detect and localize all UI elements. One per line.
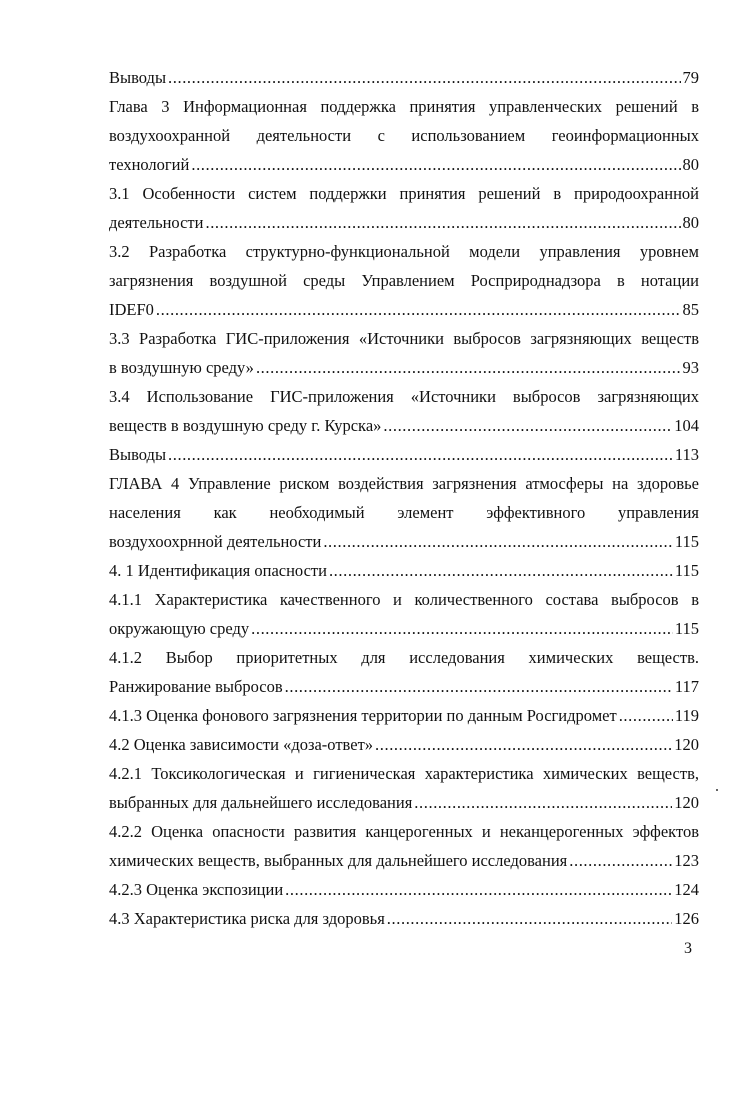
toc-entry-page: 104 — [674, 416, 699, 435]
toc-entry-line: загрязнения воздушной среды Управлением Росприроднадзора в нотации — [109, 271, 699, 290]
toc-entry-line: 3.3 Разработка ГИС-приложения «Источники выбросов загрязняющих веществ — [109, 329, 699, 348]
toc-entry-title: 4.3 Характеристика риска для здоровья — [109, 909, 385, 928]
dot-leader — [383, 411, 672, 440]
dot-leader — [569, 846, 672, 875]
toc-entry-title: 4.2 Оценка зависимости «доза-ответ» — [109, 735, 374, 754]
toc-entry-last-line — [109, 788, 699, 817]
toc-entry-lines — [109, 382, 699, 411]
toc-entry-page: 117 — [674, 677, 699, 696]
toc-entry-last-line — [109, 208, 699, 237]
dot-leader — [251, 614, 673, 643]
toc-entry-title: 4.1.3 Оценка фонового загрязнения территории по данным Росгидромет — [109, 706, 617, 725]
toc-entry-last-line — [109, 904, 699, 933]
toc-entry — [109, 585, 699, 643]
toc-entry-line: 4.1.2 Выбор приоритетных для исследования химических веществ. — [109, 648, 699, 667]
toc-entry-last-line — [109, 440, 699, 469]
toc-entry-page: 85 — [682, 300, 699, 319]
dot-leader — [191, 150, 680, 179]
dot-leader — [256, 353, 681, 382]
toc-entry — [109, 875, 699, 904]
toc-entry-lines — [109, 585, 699, 614]
toc-entry-line: 3.2 Разработка структурно-функциональной модели управления уровнем — [109, 242, 699, 261]
dot-leader — [168, 63, 680, 92]
dot-leader — [375, 730, 672, 759]
toc-entry — [109, 179, 699, 237]
toc-entry-title: в воздушную среду» — [109, 358, 254, 377]
dot-leader — [168, 440, 673, 469]
page-number: 3 — [684, 940, 692, 957]
toc-entry-line: 3.4 Использование ГИС-приложения «Источники выбросов загрязняющих — [109, 387, 699, 406]
toc-entry-lines — [109, 237, 699, 295]
toc-entry — [109, 817, 699, 875]
toc-entry-last-line — [109, 411, 699, 440]
toc-entry-last-line — [109, 353, 699, 382]
toc-entry-last-line — [109, 672, 699, 701]
toc-entry-title: 4.2.3 Оценка экспозиции — [109, 880, 284, 899]
table-of-contents — [109, 63, 699, 933]
toc-entry-page: 126 — [674, 909, 699, 928]
toc-entry-page: 80 — [682, 155, 699, 174]
toc-entry-title: 4. 1 Идентификация опасности — [109, 561, 327, 580]
toc-entry — [109, 324, 699, 382]
toc-entry — [109, 701, 699, 730]
toc-entry — [109, 63, 699, 92]
toc-entry-page: 123 — [674, 851, 699, 870]
toc-entry-title: веществ в воздушную среду г. Курска» — [109, 416, 382, 435]
toc-entry — [109, 440, 699, 469]
toc-entry-page: 93 — [682, 358, 699, 377]
toc-entry-last-line — [109, 63, 699, 92]
toc-entry-line: населения как необходимый элемент эффективного управления — [109, 503, 699, 522]
toc-entry — [109, 730, 699, 759]
toc-entry-last-line — [109, 701, 699, 730]
toc-entry — [109, 759, 699, 817]
toc-entry-line: ГЛАВА 4 Управление риском воздействия загрязнения атмосферы на здоровье — [109, 474, 699, 493]
toc-entry-last-line — [109, 556, 699, 585]
toc-entry-title: химических веществ, выбранных для дальнейшего исследования — [109, 851, 568, 870]
toc-entry-page: 79 — [682, 68, 699, 87]
toc-entry-title: IDEF0 — [109, 300, 154, 319]
toc-entry-line: 4.1.1 Характеристика качественного и количественного состава выбросов в — [109, 590, 699, 609]
toc-entry-line: воздухоохранной деятельности с использованием геоинформационных — [109, 126, 699, 145]
dot-leader — [619, 701, 673, 730]
toc-entry-last-line — [109, 150, 699, 179]
dot-leader — [387, 904, 672, 933]
dot-leader — [156, 295, 681, 324]
toc-entry-page: 120 — [674, 735, 699, 754]
toc-entry — [109, 382, 699, 440]
toc-entry-lines — [109, 179, 699, 208]
toc-entry — [109, 469, 699, 556]
toc-entry-title: окружающую среду — [109, 619, 250, 638]
toc-entry — [109, 643, 699, 701]
toc-entry-last-line — [109, 730, 699, 759]
toc-entry-title: Выводы — [109, 68, 167, 87]
toc-entry-line: Глава 3 Информационная поддержка принятия управленческих решений в — [109, 97, 699, 116]
toc-entry-last-line — [109, 527, 699, 556]
toc-entry-title: технологий — [109, 155, 190, 174]
scan-speck — [716, 789, 718, 791]
toc-entry-title: воздухоохрнной деятельности — [109, 532, 322, 551]
toc-entry-title: Выводы — [109, 445, 167, 464]
toc-entry — [109, 92, 699, 179]
dot-leader — [414, 788, 672, 817]
toc-entry-line: 4.2.2 Оценка опасности развития канцерогенных и неканцерогенных эффектов — [109, 822, 699, 841]
toc-entry-title: Ранжирование выбросов — [109, 677, 283, 696]
toc-entry-page: 119 — [674, 706, 699, 725]
toc-entry-lines — [109, 324, 699, 353]
toc-entry-lines — [109, 469, 699, 527]
toc-entry-page: 115 — [674, 561, 699, 580]
toc-entry-lines — [109, 817, 699, 846]
toc-entry-page: 115 — [674, 619, 699, 638]
toc-entry — [109, 904, 699, 933]
toc-entry-line: 3.1 Особенности систем поддержки принятия решений в природоохранной — [109, 184, 699, 203]
toc-entry-lines — [109, 92, 699, 150]
toc-entry-last-line — [109, 295, 699, 324]
toc-entry-page: 80 — [682, 213, 699, 232]
dot-leader — [205, 208, 680, 237]
toc-entry-page: 120 — [674, 793, 699, 812]
toc-entry — [109, 556, 699, 585]
dot-leader — [323, 527, 673, 556]
toc-entry-lines — [109, 759, 699, 788]
toc-entry-line: 4.2.1 Токсикологическая и гигиеническая характеристика химических веществ, — [109, 764, 699, 783]
toc-entry-page: 115 — [674, 532, 699, 551]
toc-entry-page: 124 — [674, 880, 699, 899]
toc-entry-lines — [109, 643, 699, 672]
toc-entry-last-line — [109, 875, 699, 904]
dot-leader — [329, 556, 673, 585]
toc-entry-last-line — [109, 614, 699, 643]
toc-entry-title: деятельности — [109, 213, 204, 232]
toc-entry-title: выбранных для дальнейшего исследования — [109, 793, 413, 812]
toc-entry-page: 113 — [674, 445, 699, 464]
toc-entry-last-line — [109, 846, 699, 875]
dot-leader — [285, 875, 672, 904]
dot-leader — [285, 672, 673, 701]
toc-entry — [109, 237, 699, 324]
